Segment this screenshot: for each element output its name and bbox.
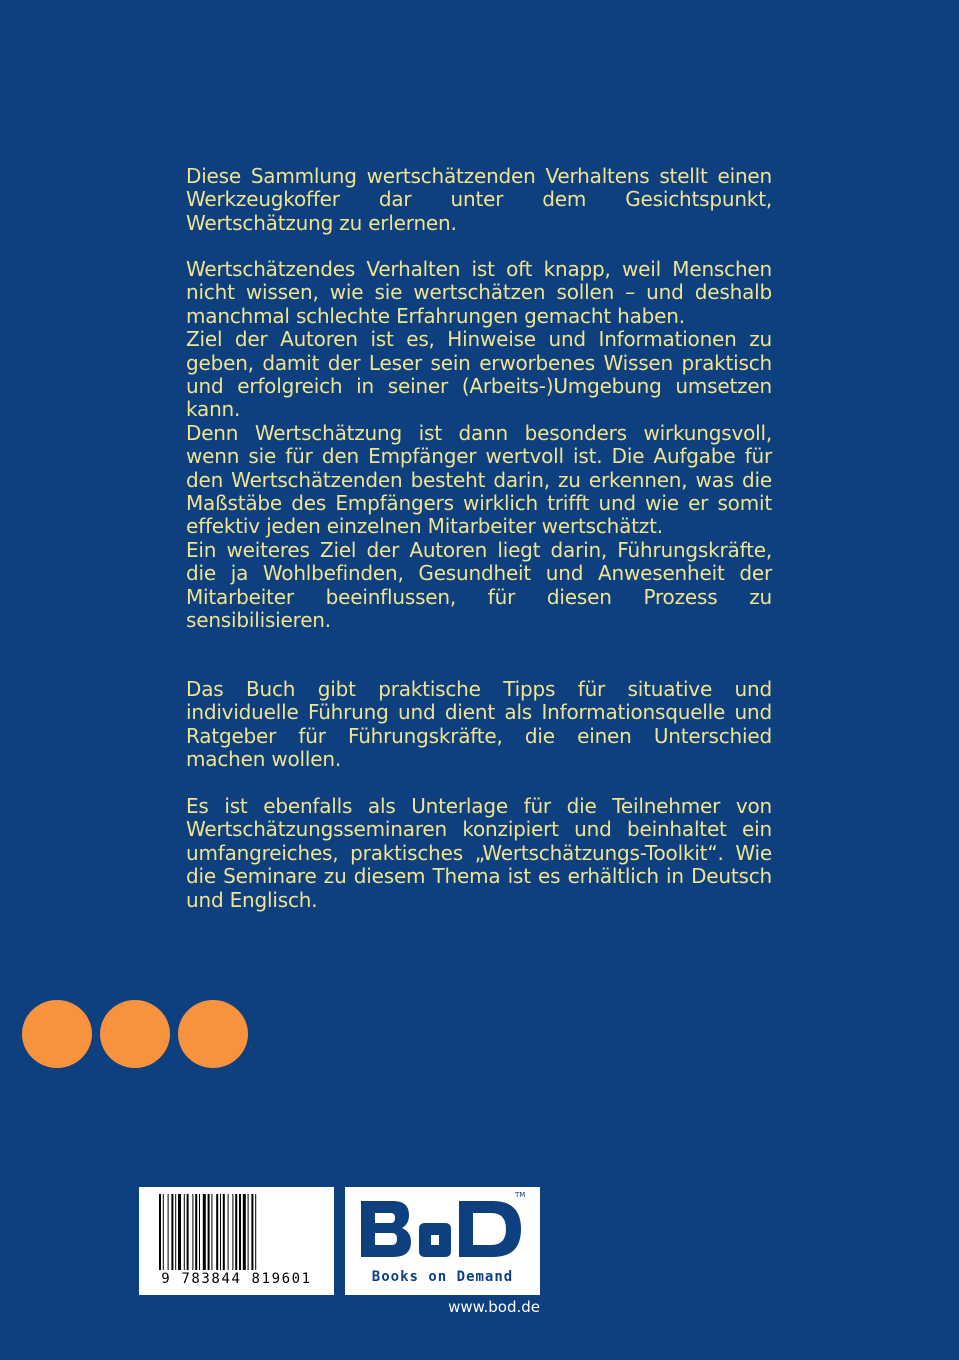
- decorative-dot: [178, 1000, 248, 1068]
- paragraph-intro: [186, 165, 772, 235]
- paragraph-text: Ein weiteres Ziel der Autoren liegt darin, Führungskräfte, die ja Wohlbefinden, Gesundheit und Anwesenheit der Mitarbeiter beeinflussen, für diesen Prozess zu sensibilisieren.: [186, 537, 772, 633]
- paragraph-text: Ziel der Autoren ist es, Hinweise und Informationen zu geben, damit der Leser sein erworbenes Wissen praktisch und erfolgreich in seiner (Arbeits-)Umgebung umsetzen kann.: [186, 327, 772, 422]
- barcode-bars: [159, 1194, 314, 1270]
- paragraph-text: Es ist ebenfalls als Unterlage für die Teilnehmer von Wertschätzungsseminaren konzipiert und beinhaltet ein umfangreiches, praktisches „Wertschätzungs-Toolkit“. Wie die Seminare zu diesem Thema ist es erhältlich in Deutsch und Englisch.: [186, 794, 772, 912]
- bod-logo-icon: [359, 1195, 527, 1263]
- publisher-website: www.bod.de: [448, 1298, 540, 1316]
- trademark-mark: TM: [515, 1191, 526, 1199]
- paragraph-seminar: [186, 795, 772, 912]
- paragraph-text: Denn Wertschätzung ist dann besonders wirkungsvoll, wenn sie für den Empfänger wertvoll ist. Die Aufgabe für den Wertschätzenden besteht darin, zu erkennen, was die Maßstäbe des Empfängers wirklich trifft und wie er somit effektiv jeden einzelnen Mitarbeiter wertschätzt.: [186, 420, 772, 539]
- paragraph-tips: [186, 678, 772, 772]
- isbn-number: 9 783844 819601: [161, 1271, 312, 1287]
- decorative-dot: [100, 1000, 170, 1068]
- publisher-logo: [345, 1187, 540, 1295]
- decorative-dot: [22, 1000, 92, 1068]
- paragraph-text: Das Buch gibt praktische Tipps für situative und individuelle Führung und dient als Informationsquelle und Ratgeber für Führungskräfte, die einen Unterschied machen wollen.: [186, 677, 772, 772]
- paragraph-text: Wertschätzendes Verhalten ist oft knapp, weil Menschen nicht wissen, wie sie wertschätzen sollen – und deshalb manchmal schlechte Erfahrungen gemacht haben.: [186, 257, 772, 328]
- paragraph-body: [186, 258, 772, 633]
- publisher-tagline: Books on Demand: [371, 1269, 514, 1285]
- paragraph-text: Diese Sammlung wertschätzenden Verhaltens stellt einen Werkzeugkoffer dar unter dem Gesichtspunkt, Wertschätzung zu erlernen.: [186, 164, 772, 235]
- barcode: [139, 1187, 334, 1295]
